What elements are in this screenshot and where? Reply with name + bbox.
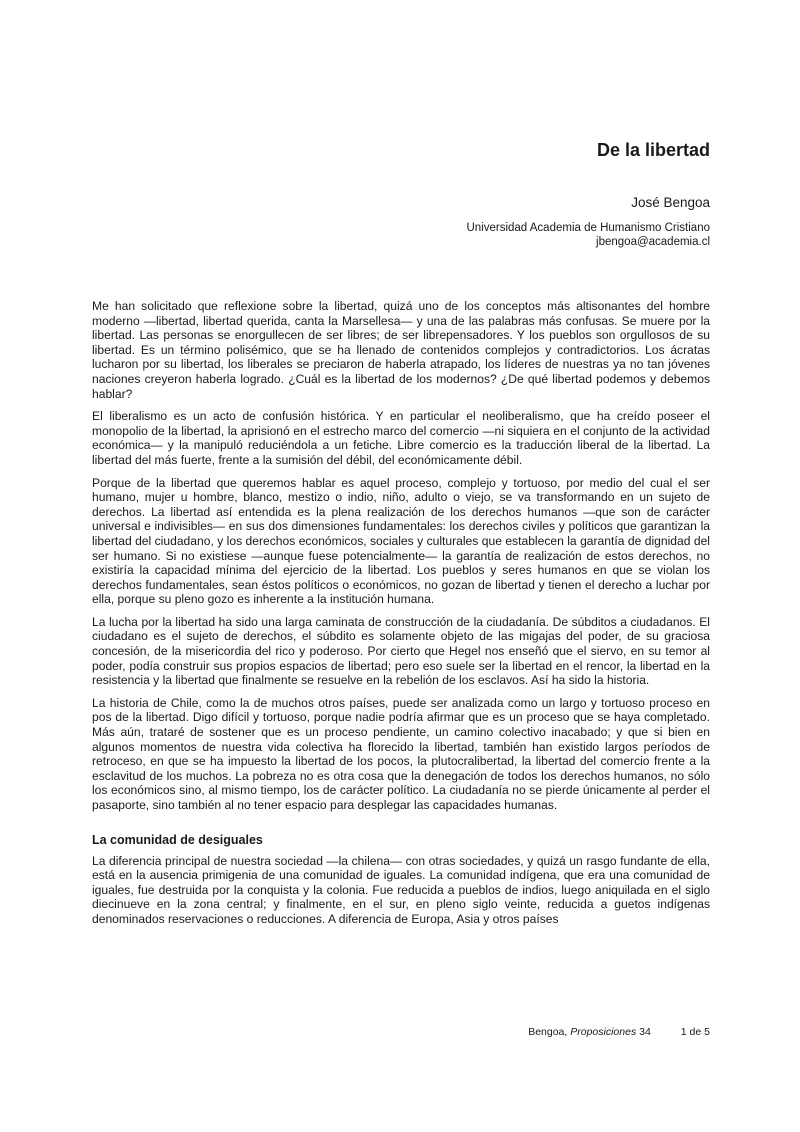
page-footer <box>528 1026 710 1038</box>
page-number: 1 de 5 <box>680 1026 710 1038</box>
paragraph-3: Porque de la libertad que queremos hablar es aquel proceso, complejo y tortuoso, por medio del cual el ser humano, mujer u hombre, blanco, mestizo o indio, niño, adulto o viejo, se va transformando en un sujeto de derechos. La libertad así entendida es la plena realización de los derechos humanos —que son de carácter universal e indivisibles— en sus dos dimensiones fundamentales: los derechos civiles y políticos que garantizan la libertad del ciudadano, y los derechos económicos, sociales y culturales que establecen la garantía de dignidad del ser humano. Si no existiese —aunque fuese potencialmente— la garantía de realización de estos derechos, no existiría la capacidad mínima del ejercicio de la libertad. Los pueblos y seres humanos en que se violan los derechos fundamentales, sean éstos políticos o económicos, no gozan de libertad y tienen el derecho a luchar por ella, porque su pleno gozo es inherente a la institución humana. <box>92 475 710 607</box>
footer-issue: 34 <box>639 1026 651 1038</box>
paragraph-4: La lucha por la libertad ha sido una larga caminata de construcción de la ciudadanía. De súbditos a ciudadanos. El ciudadano es el sujeto de derechos, el súbdito es solamente objeto de las migajas del poder, de su graciosa concesión, de la misericordia del rico y poderoso. Por cierto que Hegel nos enseñó que el siervo, en su temor al poder, podía construir sus propios espacios de libertad; pero eso suele ser la libertad en el rencor, la libertad en la resistencia y la libertad que finalmente se resuelve en la rebelión de los esclavos. Así ha sido la historia. <box>92 614 710 688</box>
paragraph-2: El liberalismo es un acto de confusión histórica. Y en particular el neoliberalismo, que ha creído poseer el monopolio de la libertad, la aprisionó en el estrecho marco del comercio —ni siquiera en el conjunto de la actividad económica— y la manipuló reduciéndola a un fetiche. Libre comercio es la traducción liberal de la libertad. La libertad del más fuerte, frente a la sumisión del débil, del económicamente débil. <box>92 409 710 467</box>
footer-author: Bengoa, <box>528 1026 568 1038</box>
paragraph-5: La historia de Chile, como la de muchos otros países, puede ser analizada como un largo y tortuoso proceso en pos de la libertad. Digo difícil y tortuoso, porque nadie podría afirmar que es un proceso que se haya completado. Más aún, trataré de sostener que es un proceso pendiente, un camino colectivo inacabado; y que si bien en algunos momentos de nuestra vida colectiva ha florecido la libertad, también han existido largos períodos de retroceso, en que se ha impuesto la libertad de los pocos, la plutocralibertad, la libertad del comercio frente a la esclavitud de los muchos. La pobreza no es otra cosa que la denegación de todos los derechos humanos, no sólo los económicos sino, al mismo tiempo, los de carácter político. La ciudadanía no se pierde únicamente al perder el pasaporte, sino también al no tener espacio para desplegar las capacidades humanas. <box>92 695 710 812</box>
footer-journal: Proposiciones <box>570 1026 637 1038</box>
article-body <box>92 299 710 935</box>
document-page <box>92 0 710 1132</box>
author-email: jbengoa@academia.cl <box>596 236 710 248</box>
author-affiliation-block <box>466 221 710 249</box>
affiliation: Universidad Academia de Humanismo Cristiano <box>466 222 710 234</box>
document-title: De la libertad <box>596 140 710 160</box>
footer-citation <box>528 1026 651 1038</box>
section-paragraph-1: La diferencia principal de nuestra sociedad —la chilena— con otras sociedades, y quizá un rasgo fundante de ella, está en la ausencia primigenia de una comunidad de iguales. La comunidad indígena, que era una comunidad de iguales, fue destruida por la conquista y la colonia. Fue reducida a pueblos de indios, luego aniquilada en el siglo diecinueve en la zona central; y finalmente, en el sur, en pleno siglo veinte, reducida a guetos indígenas denominados reservaciones o reducciones. A diferencia de Europa, Asia y otros países <box>92 853 710 926</box>
author-name: José Bengoa <box>631 195 710 210</box>
section-heading: La comunidad de desiguales <box>92 832 263 847</box>
paragraph-1: Me han solicitado que reflexione sobre la libertad, quizá uno de los conceptos más altisonantes del hombre moderno —libertad, libertad querida, canta la Marsellesa— y una de las palabras más confusas. Se muere por la libertad. Las personas se enorgullecen de ser libres; de ser librepensadores. Y los pueblos son orgullosos de su libertad. Es un término polisémico, que se ha llenado de contenidos complejos y contradictorios. Los ácratas lucharon por su libertad, los liberales se preciaron de haberla atrapado, los líderes de nuestras ya no tan jóvenes naciones creyeron haberla logrado. ¿Cuál es la libertad de los modernos? ¿De qué libertad podemos y debemos hablar? <box>92 299 710 401</box>
